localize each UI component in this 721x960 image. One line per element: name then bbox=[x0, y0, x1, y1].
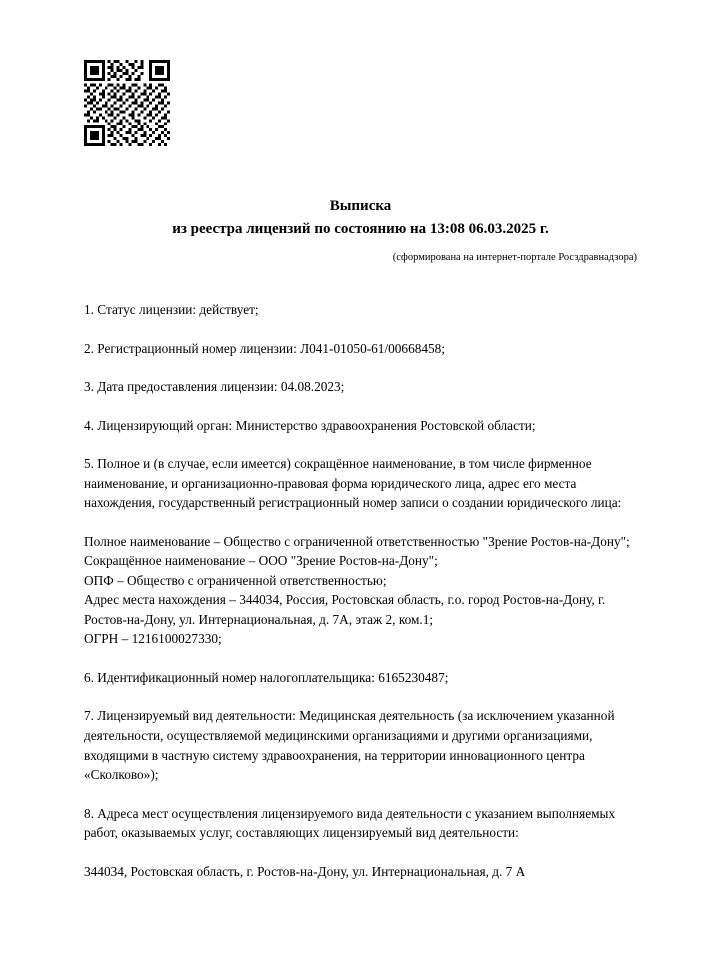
document-title-line1: Выписка bbox=[329, 198, 392, 214]
entity-full-name: Полное наименование – Общество с ограниченной ответственностью "Зрение Ростов-на-Дону"; bbox=[84, 533, 630, 549]
entity-ogrn: ОГРН – 1216100027330; bbox=[84, 631, 222, 647]
taxpayer-inn: 6. Идентификационный номер налогоплательщика: 6165230487; bbox=[84, 669, 449, 685]
activity-address: 344034, Ростовская область, г. Ростов-на-Дону, ул. Интернациональная, д. 7 А bbox=[84, 863, 526, 879]
qr-code-icon bbox=[84, 60, 170, 146]
entity-address: Адрес места нахождения – 344034, Россия, Ростовская область, г.о. город Ростов-на-Дону, г. Ростов-на-Дону, ул. Интернациональная, д. 7А, этаж 2, ком.1; bbox=[84, 592, 606, 627]
license-status: 1. Статус лицензии: действует; bbox=[84, 302, 259, 317]
document-body bbox=[84, 300, 649, 881]
license-number: 2. Регистрационный номер лицензии: Л041-01050-61/00668458; bbox=[84, 340, 446, 356]
activity-addresses-clause: 8. Адреса мест осуществления лицензируемого вида деятельности с указанием выполняемых работ, оказываемых услуг, составляющих лицензируемый вид деятельности: bbox=[84, 805, 616, 841]
document-title bbox=[84, 195, 637, 240]
entity-short-name: Сокращённое наименование – ООО "Зрение Ростов-на-Дону"; bbox=[84, 553, 438, 569]
document-title-line2: из реестра лицензий по состоянию на 13:08 06.03.2025 г. bbox=[172, 220, 549, 237]
document-subtitle: (сформирована на интернет-портале Росздравнадзора) bbox=[392, 252, 637, 263]
entity-name-clause: 5. Полное и (в случае, если имеется) сокращённое наименование, в том числе фирменное наименование, и организационно-правовая форма юридического лица, адрес его места нахождения, государственный регистрационный номер записи о создании юридического лица: bbox=[84, 456, 622, 511]
entity-legal-form: ОПФ – Общество с ограниченной ответственностью; bbox=[84, 572, 387, 588]
entity-details bbox=[84, 532, 649, 649]
licensed-activity: 7. Лицензируемый вид деятельности: Медицинская деятельность (за исключением указанной деятельности, осуществляемой медицинскими организациями и другими организациями, входящими в частную систему здравоохранения, на территории инновационного центра «Сколково»); bbox=[84, 708, 615, 783]
license-date: 3. Дата предоставления лицензии: 04.08.2023; bbox=[84, 379, 345, 395]
licensing-authority: 4. Лицензирующий орган: Министерство здравоохранения Ростовской области; bbox=[84, 417, 536, 433]
